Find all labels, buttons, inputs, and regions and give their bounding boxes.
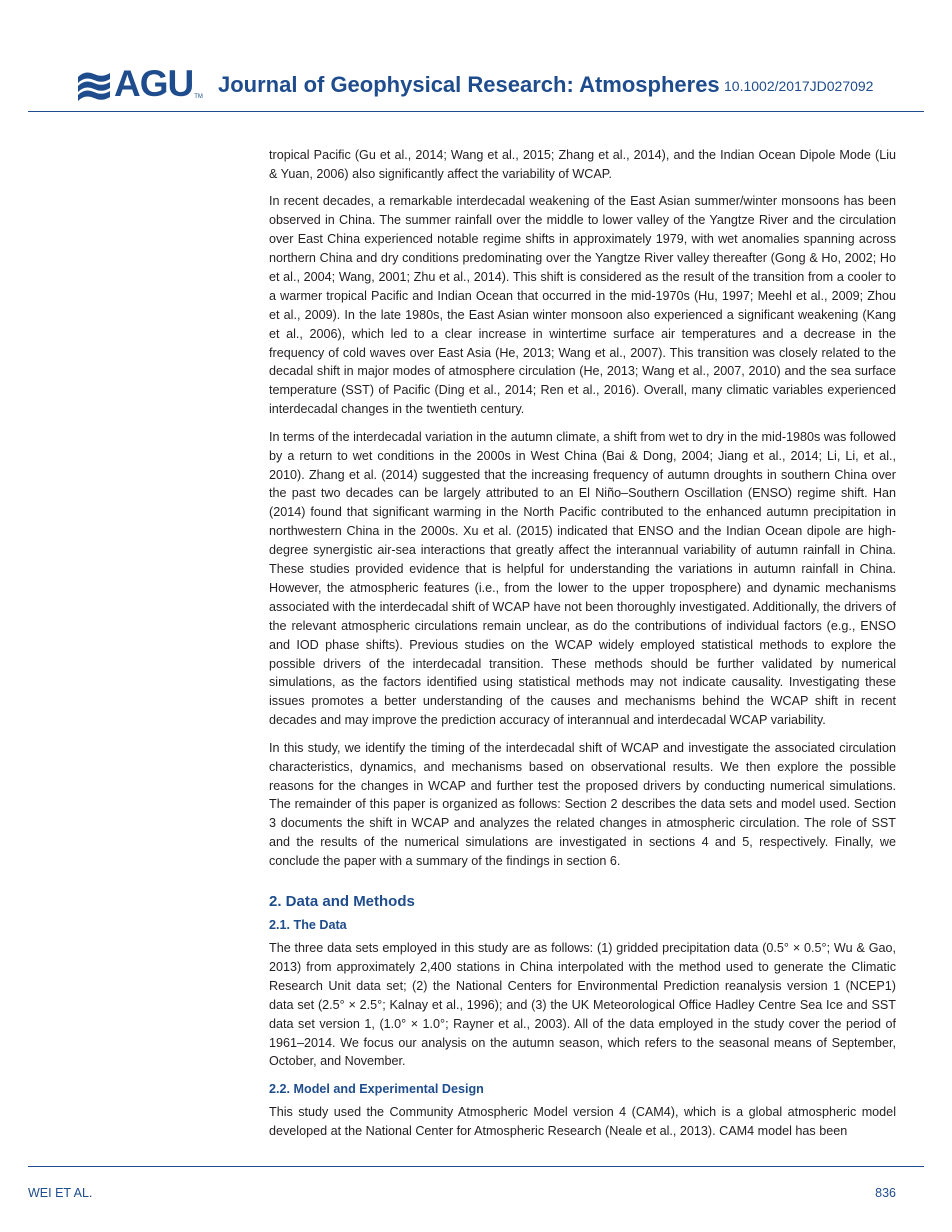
body-paragraph-3: In terms of the interdecadal variation in the autumn climate, a shift from wet to dry in the mid-1980s was followed by a return to wet conditions in the 2000s in West China (Bai & Dong, 2004; Jiang et al., 2014; Li, Li, et al., 2010). Zhang et al. (2014) suggested that the increasing frequency of autumn droughts in southern China over the past two decades can be largely attributed to an El Niño–Southern Oscillation (ENSO) regime shift. Han (2014) found that significant warming in the North Pacific contributed to the enhanced autumn precipitation in northwestern China in the 2000s. Xu et al. (2015) indicated that ENSO and the Indian Ocean dipole are high-degree synergistic air-sea interactions that greatly affect the interannual variability of autumn rainfall in China. These studies provided evidence that is helpful for understanding the variations in autumn rainfall in China. However, the atmospheric features (i.e., from the lower to the upper troposphere) and dynamic mechanisms associated with the interdecadal shift of WCAP have not been thoroughly investigated. Additionally, the drivers of the relevant atmospheric circulations remain unclear, as do the contributions of individual factors (e.g., ENSO and IOD phase shifts). Previous studies on the WCAP widely employed statistical methods to explore the possible drivers of the interdecadal transition. These methods should be further validated by numerical simulations, as the factors identified using statistical methods may not indicate causality. Investigating these issues promotes a better understanding of the causes and mechanisms behind the WCAP shift in recent decades and may improve the prediction accuracy of interannual and interdecadal WCAP variability. [269, 429, 896, 728]
article-body [269, 146, 896, 1150]
header-divider [28, 111, 924, 112]
article-doi: 10.1002/2017JD027092 [724, 78, 874, 94]
subsection-2-2-heading: 2.2. Model and Experimental Design [269, 1082, 484, 1097]
body-paragraph-5: The three data sets employed in this study are as follows: (1) gridded precipitation data (0.5° × 0.5°; Wu & Gao, 2013) from approximately 2,400 stations in China interpolated with the method used to generate the Climatic Research Unit data set; (2) the National Centers for Environmental Prediction reanalysis version 1 (NCEP1) data set (2.5° × 2.5°; Kalnay et al., 1996); and (3) the UK Meteorological Office Hadley Centre Sea Ice and SST data set version 1, (1.0° × 1.0°; Rayner et al., 2003). All of the data employed in the study cover the period of 1961–2014. We focus our analysis on the autumn season, which refers to the seasonal means of September, October, and November. [269, 941, 896, 1069]
subsection-2-1-heading: 2.1. The Data [269, 918, 347, 933]
body-paragraph-2: In recent decades, a remarkable interdecadal weakening of the East Asian summer/winter monsoons has been observed in China. The summer rainfall over the middle to lower valley of the Yangtze River and the circulation over East China experienced notable regime shifts in approximately 1979, with wet anomalies spanning across northern China and dry conditions predominating over the Yangtze River valley thereafter (Gong & Ho, 2002; Ho et al., 2004; Wang, 2001; Zhu et al., 2014). This shift is considered as the result of the transition from a cooler to a warmer tropical Pacific and Indian Ocean that occurred in the mid-1970s (Hu, 1997; Meehl et al., 2009; Zhou et al., 2009). In the late 1980s, the East Asian winter monsoon also experienced a significant weakening (Kang et al., 2006), which led to a clear increase in wintertime surface air temperatures and a decrease in the frequency of cold waves over East Asia (He, 2013; Wang et al., 2007). This transition was closely related to the decadal shift in major modes of atmosphere circulation (He, 2013; Wang et al., 2007, 2010) and the sea surface temperature (SST) of Pacific (Ding et al., 2014; Ren et al., 2016). Overall, many climatic variables experienced interdecadal changes in the twentieth century. [269, 194, 896, 417]
body-paragraph-4: In this study, we identify the timing of the interdecadal shift of WCAP and investigate the associated circulation characteristics, dynamics, and mechanisms based on observational results. We then explore the possible reasons for the changes in WCAP and further test the proposed drivers by conducting numerical simulations. The remainder of this paper is organized as follows: Section 2 describes the data sets and model used. Section 3 documents the shift in WCAP and analyzes the related changes in atmospheric circulation. The role of SST and the results of the numerical simulations are investigated in sections 4 and 5, respectively. Finally, we conclude the paper with a summary of the findings in section 6. [269, 740, 896, 869]
body-paragraph-1: tropical Pacific (Gu et al., 2014; Wang et al., 2015; Zhang et al., 2014), and the Indian Ocean Dipole Mode (Liu & Yuan, 2006) also significantly affect the variability of WCAP. [269, 148, 896, 181]
agu-logo-text: AGU [114, 63, 194, 104]
journal-title: Journal of Geophysical Research: Atmospheres [218, 72, 720, 97]
body-paragraph-6: This study used the Community Atmospheric Model version 4 (CAM4), which is a global atmospheric model developed at the National Center for Atmospheric Research (Neale et al., 2013). CAM4 model has been [269, 1105, 896, 1139]
agu-logo-mark-icon [75, 67, 113, 101]
section-2-heading: 2. Data and Methods [269, 893, 415, 911]
agu-logo [75, 63, 203, 104]
footer-divider [28, 1166, 924, 1167]
page-number: 836 [875, 1186, 896, 1200]
running-authors: WEI ET AL. [28, 1186, 93, 1200]
agu-logo-trademark: TM [194, 94, 203, 100]
page-header [0, 0, 952, 112]
